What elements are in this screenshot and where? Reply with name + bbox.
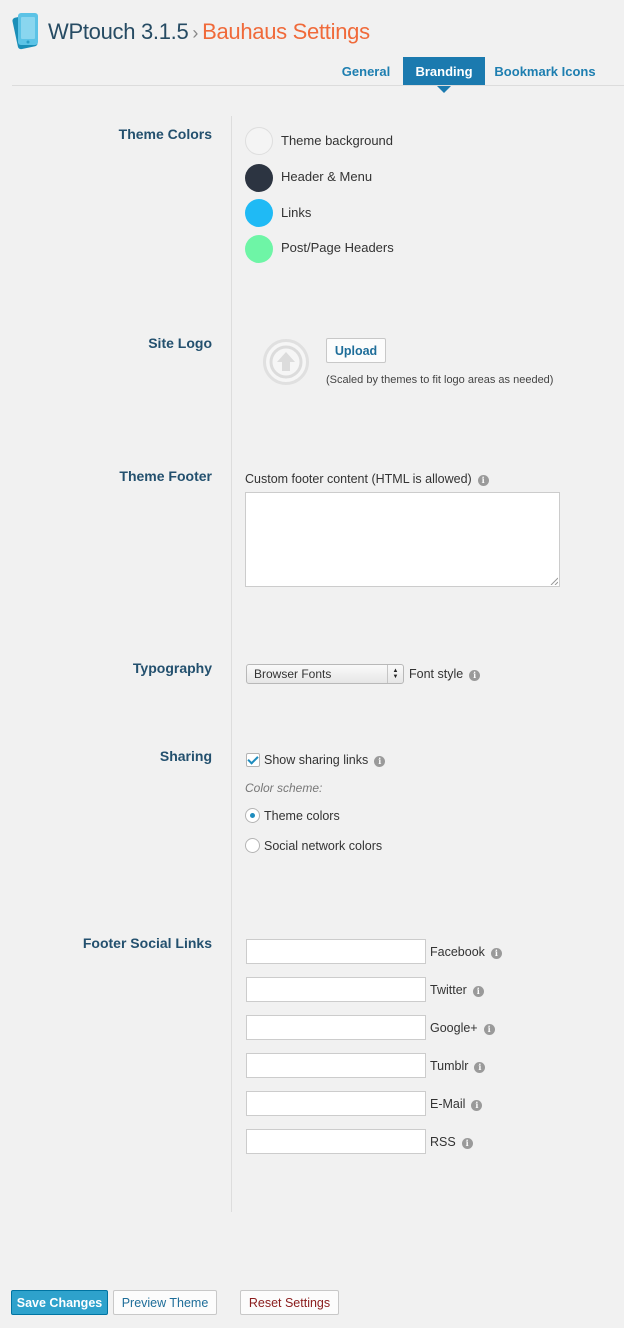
email-label-text: E-Mail — [430, 1097, 466, 1111]
upload-button[interactable]: Upload — [326, 338, 386, 363]
rss-label-text: RSS — [430, 1135, 456, 1149]
breadcrumb-separator: › — [192, 23, 199, 43]
save-changes-button[interactable]: Save Changes — [11, 1290, 108, 1315]
resize-handle-icon[interactable] — [550, 577, 558, 585]
info-icon[interactable]: i — [471, 1100, 482, 1111]
wptouch-logo-icon — [12, 10, 42, 50]
header-menu-swatch[interactable] — [245, 164, 273, 192]
upload-arrow-icon — [266, 342, 306, 382]
footer-content-label — [245, 472, 489, 486]
preview-theme-button[interactable]: Preview Theme — [113, 1290, 217, 1315]
info-icon[interactable]: i — [462, 1138, 473, 1149]
email-label — [430, 1097, 482, 1111]
font-style-label-text: Font style — [409, 667, 464, 681]
font-select-value: Browser Fonts — [254, 667, 332, 681]
google-plus-label — [430, 1021, 495, 1035]
footer-content-label-text: Custom footer content (HTML is allowed) — [245, 472, 472, 486]
info-icon[interactable]: i — [478, 475, 489, 486]
footer-content-textarea[interactable] — [245, 492, 560, 587]
font-select[interactable] — [246, 664, 404, 684]
app-name: WPtouch 3.1.5 — [48, 19, 189, 44]
facebook-input[interactable] — [246, 939, 426, 964]
post-page-headers-label: Post/Page Headers — [281, 240, 394, 255]
site-logo-heading: Site Logo — [148, 335, 212, 351]
tab-bookmark-icons[interactable]: Bookmark Icons — [494, 64, 596, 79]
twitter-label — [430, 983, 484, 997]
facebook-label — [430, 945, 502, 959]
tumblr-input[interactable] — [246, 1053, 426, 1078]
social-colors-radio-label: Social network colors — [264, 839, 383, 853]
theme-background-swatch[interactable] — [245, 127, 273, 155]
footer-social-heading: Footer Social Links — [82, 935, 212, 951]
twitter-input[interactable] — [246, 977, 426, 1002]
show-sharing-checkbox[interactable] — [246, 753, 260, 767]
info-icon[interactable]: i — [374, 756, 385, 767]
typography-heading: Typography — [132, 660, 212, 676]
facebook-label-text: Facebook — [430, 945, 485, 959]
tumblr-label-text: Tumblr — [430, 1059, 469, 1073]
show-sharing-label — [264, 753, 385, 767]
google-plus-input[interactable] — [246, 1015, 426, 1040]
theme-colors-radio-label: Theme colors — [264, 809, 340, 823]
tab-branding[interactable]: Branding — [403, 57, 485, 86]
theme-colors-heading: Theme Colors — [118, 126, 212, 142]
theme-background-label: Theme background — [281, 133, 394, 148]
sharing-heading: Sharing — [159, 748, 212, 764]
info-icon[interactable]: i — [484, 1024, 495, 1035]
email-input[interactable] — [246, 1091, 426, 1116]
info-icon[interactable]: i — [474, 1062, 485, 1073]
page-header — [12, 10, 624, 54]
post-page-headers-swatch[interactable] — [245, 235, 273, 263]
info-icon[interactable]: i — [469, 670, 480, 681]
theme-footer-heading: Theme Footer — [119, 468, 212, 484]
theme-colors-radio[interactable] — [245, 808, 260, 823]
select-arrows-icon: ▲ ▼ — [387, 665, 403, 683]
rss-label — [430, 1135, 473, 1149]
links-swatch[interactable] — [245, 199, 273, 227]
header-menu-label: Header & Menu — [281, 169, 373, 184]
page-title — [48, 19, 370, 45]
logo-hint: (Scaled by themes to fit logo areas as needed) — [326, 374, 554, 386]
tab-general[interactable]: General — [341, 64, 391, 79]
color-scheme-label: Color scheme: — [245, 781, 323, 795]
logo-placeholder — [263, 339, 309, 385]
section-divider — [231, 116, 232, 1212]
google-plus-label-text: Google+ — [430, 1021, 478, 1035]
tabs-divider — [12, 85, 624, 86]
rss-input[interactable] — [246, 1129, 426, 1154]
twitter-label-text: Twitter — [430, 983, 467, 997]
info-icon[interactable]: i — [473, 986, 484, 997]
font-style-label — [409, 667, 480, 681]
reset-settings-button[interactable]: Reset Settings — [240, 1290, 339, 1315]
tumblr-label — [430, 1059, 485, 1073]
links-label: Links — [281, 205, 312, 220]
show-sharing-label-text: Show sharing links — [264, 753, 369, 767]
info-icon[interactable]: i — [491, 948, 502, 959]
social-colors-radio[interactable] — [245, 838, 260, 853]
settings-page-name: Bauhaus Settings — [202, 19, 370, 44]
